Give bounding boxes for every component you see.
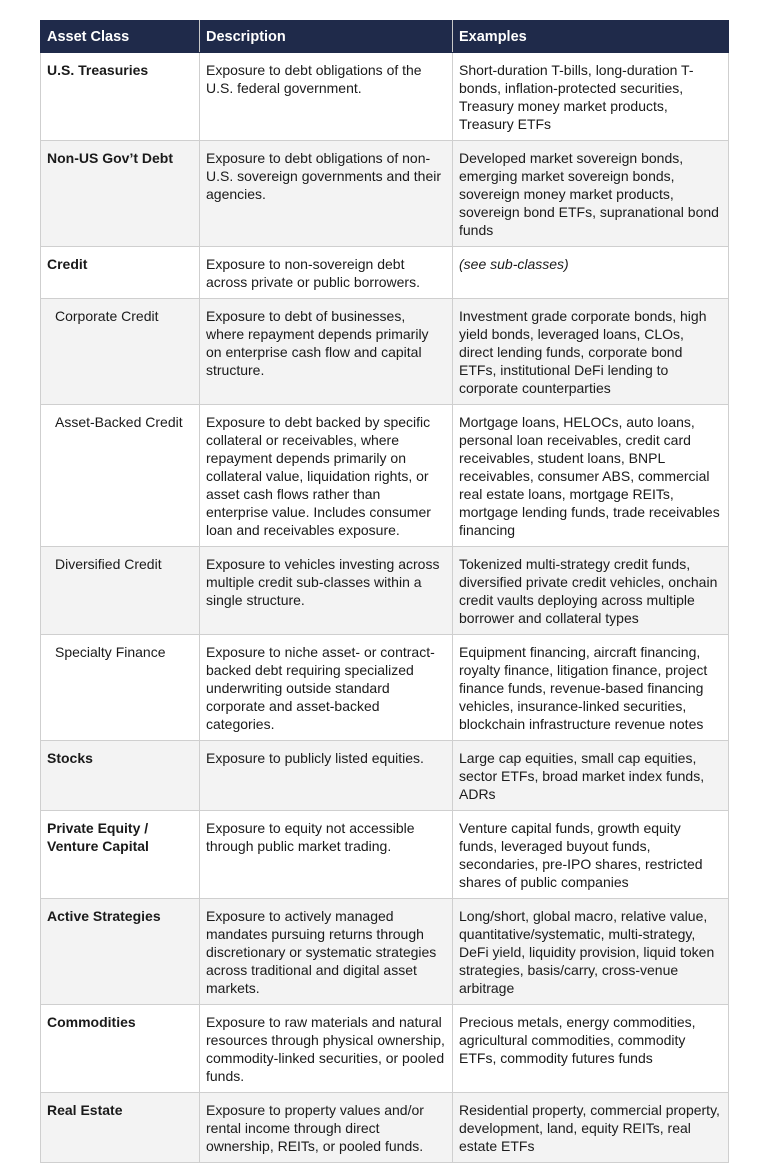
table-row: [41, 899, 729, 1005]
description-cell: Exposure to debt obligations of the U.S. federal government.: [200, 53, 453, 141]
table-row: [41, 247, 729, 299]
table-header: [41, 21, 729, 53]
description-cell: Exposure to debt backed by specific collateral or receivables, where repayment depends primarily on collateral value, liquidation rights, or asset cash flows rather than enterprise value. Includes consumer loan and receivables exposure.: [200, 405, 453, 547]
table-row: [41, 811, 729, 899]
header-description: Description: [200, 21, 453, 53]
header-asset-class: Asset Class: [41, 21, 200, 53]
description-cell: Exposure to non-sovereign debt across private or public borrowers.: [200, 247, 453, 299]
asset-class-table-container: [40, 20, 728, 1163]
description-cell: Exposure to publicly listed equities.: [200, 741, 453, 811]
asset-class-cell: Real Estate: [41, 1093, 200, 1163]
asset-class-cell: Non-US Gov’t Debt: [41, 141, 200, 247]
sub-class-cell: Diversified Credit: [41, 547, 200, 635]
description-cell: Exposure to vehicles investing across multiple credit sub-classes within a single structure.: [200, 547, 453, 635]
examples-cell: Developed market sovereign bonds, emerging market sovereign bonds, sovereign money market products, sovereign bond ETFs, supranational bond funds: [453, 141, 729, 247]
examples-cell: Residential property, commercial property, development, land, equity REITs, real estate ETFs: [453, 1093, 729, 1163]
description-cell: Exposure to actively managed mandates pursuing returns through discretionary or systematic strategies across traditional and digital asset markets.: [200, 899, 453, 1005]
description-cell: Exposure to debt obligations of non-U.S. sovereign governments and their agencies.: [200, 141, 453, 247]
examples-cell: Large cap equities, small cap equities, sector ETFs, broad market index funds, ADRs: [453, 741, 729, 811]
header-row: [41, 21, 729, 53]
description-cell: Exposure to equity not accessible through public market trading.: [200, 811, 453, 899]
examples-cell: (see sub-classes): [453, 247, 729, 299]
examples-cell: Tokenized multi-strategy credit funds, diversified private credit vehicles, onchain credit vaults deploying across multiple borrower and collateral types: [453, 547, 729, 635]
table-row: [41, 299, 729, 405]
description-cell: Exposure to raw materials and natural resources through physical ownership, commodity-linked securities, or pooled funds.: [200, 1005, 453, 1093]
examples-cell: Investment grade corporate bonds, high yield bonds, leveraged loans, CLOs, direct lending funds, corporate bond ETFs, institutional DeFi lending to corporate counterparties: [453, 299, 729, 405]
examples-cell: Equipment financing, aircraft financing, royalty finance, litigation finance, project finance funds, revenue-based financing vehicles, insurance-linked securities, blockchain infrastructure revenue notes: [453, 635, 729, 741]
asset-class-table: [40, 20, 729, 1163]
sub-class-cell: Asset-Backed Credit: [41, 405, 200, 547]
description-cell: Exposure to niche asset- or contract-backed debt requiring specialized underwriting outside standard corporate and asset-backed categories.: [200, 635, 453, 741]
table-row: [41, 1005, 729, 1093]
examples-cell: Short-duration T-bills, long-duration T-bonds, inflation-protected securities, Treasury money market products, Treasury ETFs: [453, 53, 729, 141]
table-row: [41, 53, 729, 141]
description-cell: Exposure to debt of businesses, where repayment depends primarily on enterprise cash flow and capital structure.: [200, 299, 453, 405]
asset-class-cell: Private Equity / Venture Capital: [41, 811, 200, 899]
description-cell: Exposure to property values and/or rental income through direct ownership, REITs, or pooled funds.: [200, 1093, 453, 1163]
examples-cell: Venture capital funds, growth equity funds, leveraged buyout funds, secondaries, pre-IPO shares, restricted shares of public companies: [453, 811, 729, 899]
asset-class-cell: U.S. Treasuries: [41, 53, 200, 141]
table-row: [41, 405, 729, 547]
asset-class-cell: Stocks: [41, 741, 200, 811]
asset-class-cell: Active Strategies: [41, 899, 200, 1005]
asset-class-cell: Commodities: [41, 1005, 200, 1093]
sub-class-cell: Corporate Credit: [41, 299, 200, 405]
examples-cell: Long/short, global macro, relative value, quantitative/systematic, multi-strategy, DeFi yield, liquidity provision, liquid token strategies, basis/carry, cross-venue arbitrage: [453, 899, 729, 1005]
table-body: [41, 53, 729, 1163]
table-row: [41, 141, 729, 247]
sub-class-cell: Specialty Finance: [41, 635, 200, 741]
table-row: [41, 635, 729, 741]
table-row: [41, 547, 729, 635]
asset-class-cell: Credit: [41, 247, 200, 299]
header-examples: Examples: [453, 21, 729, 53]
table-row: [41, 1093, 729, 1163]
table-row: [41, 741, 729, 811]
examples-cell: Precious metals, energy commodities, agricultural commodities, commodity ETFs, commodity futures funds: [453, 1005, 729, 1093]
examples-cell: Mortgage loans, HELOCs, auto loans, personal loan receivables, credit card receivables, student loans, BNPL receivables, consumer ABS, commercial real estate loans, mortgage REITs, mortgage lending funds, trade receivables financing: [453, 405, 729, 547]
